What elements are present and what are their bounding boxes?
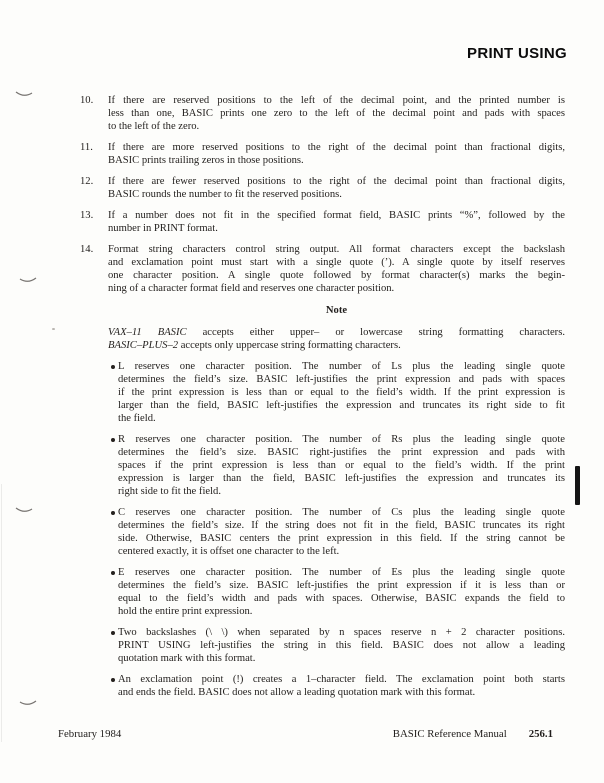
text-line: and exclamation point must start with a single quote (’). A single quote by itself reserves	[108, 257, 565, 268]
text-line: the field.	[118, 413, 156, 424]
scan-mark-icon	[19, 276, 37, 284]
text-line: to the left of the zero.	[108, 121, 200, 132]
text-line: right side to fit the field.	[118, 486, 221, 497]
bullet-text	[118, 673, 565, 699]
text-segment: accepts either upper– or lowercase string formatting characters.	[186, 327, 565, 338]
note-heading: Note	[325, 305, 348, 316]
text-line: determines the field’s size. BASIC right-justifies the print expression and pads with	[118, 447, 565, 458]
text-line: ning of a character format field and reserves one character position.	[108, 283, 395, 294]
bullet-icon	[111, 678, 115, 682]
bullet-item-C	[80, 506, 565, 558]
text-line: quotation mark with this format.	[118, 653, 256, 664]
text-line: E reserves one character position. The number of Es plus the leading single quote	[118, 567, 565, 578]
text-segment: accepts only uppercase string formatting characters.	[178, 340, 401, 351]
item-number: 11.	[80, 142, 93, 153]
text-line: If there are more reserved positions to the right of the decimal point than fractional digits,	[108, 142, 565, 153]
item-number: 13.	[80, 210, 94, 221]
numbered-item-14	[80, 243, 565, 295]
bullet-text	[118, 433, 565, 498]
product-name: VAX–11 BASIC	[108, 327, 187, 338]
item-text	[108, 141, 565, 167]
scan-mark-icon	[15, 90, 33, 98]
note-text	[108, 326, 565, 352]
text-line: and ends the field. BASIC does not allow a leading quotation mark with this format.	[118, 687, 476, 698]
scan-mark-icon	[15, 506, 33, 514]
text-line: determines the field’s size. BASIC left-justifies the print expression and pads with spaces	[118, 374, 565, 385]
text-line: centered exactly, it is offset one character to the left.	[118, 546, 340, 557]
bullet-icon	[111, 438, 115, 442]
text-line: BASIC rounds the number to fit the reserved positions.	[108, 189, 342, 200]
text-line: If there are reserved positions to the left of the decimal point, and the printed number is	[108, 95, 565, 106]
item-number: 12.	[80, 176, 94, 187]
scan-mark-icon	[19, 699, 37, 707]
scan-edge-line	[1, 484, 2, 742]
text-line: number in PRINT format.	[108, 223, 218, 234]
scan-artifact-bar	[575, 466, 580, 505]
bullet-item-exclamation	[80, 673, 565, 699]
text-line	[108, 339, 565, 352]
text-line: if the print expression is less than or equal to the field’s width. If the print expression is	[118, 387, 565, 398]
bullet-text	[118, 566, 565, 618]
text-line: spaces if the print expression is less than or equal to the field’s width. If the print	[118, 460, 565, 471]
text-line: expression is larger than the field, BASIC left-justifies the expression and truncates its	[118, 473, 565, 484]
item-number: 14.	[80, 244, 94, 255]
page-footer	[58, 728, 553, 741]
numbered-item-12	[80, 175, 565, 201]
text-line: An exclamation point (!) creates a 1–character field. The exclamation point both starts	[118, 674, 565, 685]
text-line: If a number does not fit in the specified format field, BASIC prints “%”, followed by the	[108, 210, 565, 221]
numbered-item-13	[80, 209, 565, 235]
text-line	[108, 326, 565, 339]
text-line: hold the entire print expression.	[118, 606, 253, 617]
text-line: Two backslashes (\ \) when separated by n spaces reserve n + 2 character positions.	[118, 627, 565, 638]
text-line: determines the field’s size. BASIC left-justifies the print expression if it is less than or	[118, 580, 565, 591]
running-head: PRINT USING	[467, 45, 567, 62]
item-number: 10.	[80, 95, 94, 106]
item-text	[108, 243, 565, 295]
footer-date: February 1984	[58, 728, 122, 740]
bullet-item-R	[80, 433, 565, 498]
page-content	[80, 94, 565, 707]
bullet-item-backslashes	[80, 626, 565, 665]
bullet-icon	[111, 571, 115, 575]
text-line: PRINT USING left-justifies the string in this field. BASIC does not allow a leading	[118, 640, 565, 651]
text-line: larger than the field, BASIC left-justifies the expression and truncates its right side to fit	[118, 400, 565, 411]
item-text	[108, 94, 565, 133]
bullet-icon	[111, 631, 115, 635]
text-line: If there are fewer reserved positions to the right of the decimal point than fractional digits,	[108, 176, 565, 187]
bullet-item-L	[80, 360, 565, 425]
bullet-icon	[111, 511, 115, 515]
scan-speck	[52, 328, 55, 330]
text-line: BASIC prints trailing zeros in those positions.	[108, 155, 304, 166]
text-line: R reserves one character position. The number of Rs plus the leading single quote	[118, 434, 565, 445]
text-line: determines the field’s size. If the string does not fit in the field, BASIC truncates its right	[118, 520, 565, 531]
bullet-text	[118, 360, 565, 425]
item-text	[108, 175, 565, 201]
item-text	[108, 209, 565, 235]
text-line: side. Otherwise, BASIC centers the print expression in this field. If the string cannot be	[118, 533, 565, 544]
text-line: one character position. A single quote followed by format character(s) marks the begin-	[108, 270, 565, 281]
text-line: C reserves one character position. The number of Cs plus the leading single quote	[118, 507, 565, 518]
bullet-text	[118, 626, 565, 665]
numbered-item-11	[80, 141, 565, 167]
numbered-item-10	[80, 94, 565, 133]
text-line: L reserves one character position. The number of Ls plus the leading single quote	[118, 361, 565, 372]
text-line: less than one, BASIC prints one zero to the left of the decimal point and pads with spaces	[108, 108, 565, 119]
bullet-text	[118, 506, 565, 558]
footer-manual-title: BASIC Reference Manual	[392, 728, 507, 740]
text-line: equal to the field’s width and pads with spaces. Otherwise, BASIC expands the field to	[118, 593, 565, 604]
text-line: Format string characters control string output. All format characters except the backslash	[108, 244, 565, 255]
footer-page-number: 256.1	[528, 728, 553, 740]
footer-right	[393, 728, 553, 741]
product-name: BASIC–PLUS–2	[108, 340, 179, 351]
bullet-item-E	[80, 566, 565, 618]
bullet-icon	[111, 365, 115, 369]
